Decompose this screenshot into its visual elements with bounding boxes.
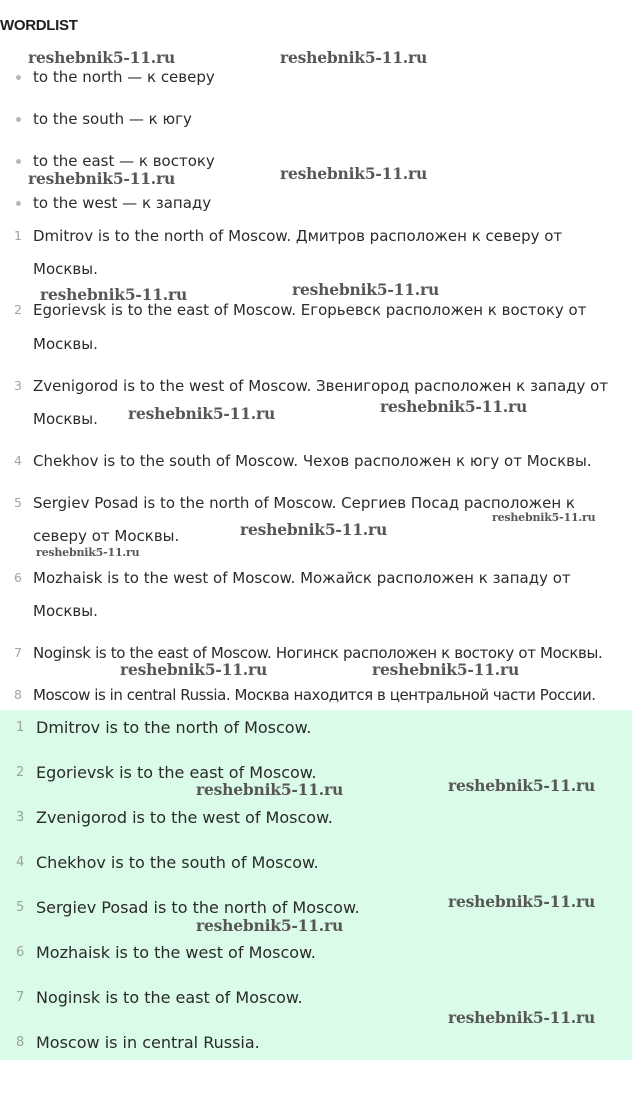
watermark: reshebnik5-11.ru: [292, 280, 440, 299]
answer-number: 2: [16, 765, 25, 780]
watermark: reshebnik5-11.ru: [36, 546, 140, 559]
bullet-icon: [16, 159, 21, 164]
answer-number: 4: [16, 855, 25, 870]
watermark: reshebnik5-11.ru: [120, 660, 268, 679]
wordlist-item-text: to the north — к северу: [33, 68, 215, 86]
answer-text: Moscow is in central Russia.: [36, 1033, 260, 1052]
watermark: reshebnik5-11.ru: [40, 285, 188, 304]
wordlist-item-text: to the south — к югу: [33, 110, 192, 128]
answer-text: Noginsk is to the east of Moscow.: [36, 988, 303, 1007]
answer-text: Egorievsk is to the east of Moscow.: [36, 763, 317, 782]
watermark: reshebnik5-11.ru: [280, 48, 428, 67]
answer-number: 8: [16, 1035, 25, 1050]
item-number: 4: [14, 453, 22, 468]
wordlist-item-text: to the west — к западу: [33, 194, 212, 212]
answer-number: 5: [16, 900, 25, 915]
watermark: reshebnik5-11.ru: [128, 404, 276, 423]
item-number: 3: [14, 378, 22, 393]
answer-text: Sergiev Posad is to the north of Moscow.: [36, 898, 360, 917]
watermark: reshebnik5-11.ru: [372, 660, 520, 679]
item-text-line1: Zvenigorod is to the west of Moscow. Звенигород расположен к западу от: [33, 377, 609, 395]
item-text-line2: Москвы.: [33, 602, 98, 620]
answer-text: Zvenigorod is to the west of Moscow.: [36, 808, 333, 827]
wordlist-item: [0, 67, 632, 87]
watermark: reshebnik5-11.ru: [280, 164, 428, 183]
item-number: 6: [14, 570, 22, 585]
wordlist-item-text: to the east — к востоку: [33, 152, 215, 170]
item-text-line1: Chekhov is to the south of Moscow. Чехов расположен к югу от Москвы.: [33, 452, 592, 470]
answer-number: 7: [16, 990, 25, 1005]
item-text-line1: Mozhaisk is to the west of Moscow. Можайск расположен к западу от: [33, 569, 571, 587]
item-number: 7: [14, 645, 22, 660]
item-text-line2: Москвы.: [33, 260, 98, 278]
item-text-line1: Egorievsk is to the east of Moscow. Егорьевск расположен к востоку от: [33, 301, 587, 319]
watermark: reshebnik5-11.ru: [196, 780, 344, 799]
watermark: reshebnik5-11.ru: [448, 776, 596, 795]
answer-text: Mozhaisk is to the west of Moscow.: [36, 943, 316, 962]
wordlist-item: [0, 193, 632, 213]
answer-number: 1: [16, 720, 25, 735]
item-text-line1: Moscow is in central Russia. Москва находится в центральной части России.: [33, 686, 596, 704]
item-text-line1: Dmitrov is to the north of Moscow. Дмитров расположен к северу от: [33, 227, 563, 245]
item-text-line1: Sergiev Posad is to the north of Moscow. Сергиев Посад расположен к: [33, 494, 575, 512]
watermark: reshebnik5-11.ru: [448, 1008, 596, 1027]
bullet-icon: [16, 75, 21, 80]
watermark: reshebnik5-11.ru: [492, 511, 596, 524]
item-text-line2: Москвы.: [33, 410, 98, 428]
watermark: reshebnik5-11.ru: [380, 397, 528, 416]
item-number: 1: [14, 228, 22, 243]
bullet-icon: [16, 201, 21, 206]
item-number: 5: [14, 495, 22, 510]
watermark: reshebnik5-11.ru: [448, 892, 596, 911]
item-number: 2: [14, 302, 22, 317]
item-text-line1: Noginsk is to the east of Moscow. Ногинск расположен к востоку от Москвы.: [33, 644, 603, 662]
answer-number: 3: [16, 810, 25, 825]
answer-text: Chekhov is to the south of Moscow.: [36, 853, 319, 872]
wordlist-title: WORDLIST: [0, 17, 78, 34]
watermark: reshebnik5-11.ru: [196, 916, 344, 935]
item-text-line2: Москвы.: [33, 335, 98, 353]
answer-number: 6: [16, 945, 25, 960]
watermark: reshebnik5-11.ru: [28, 48, 176, 67]
wordlist-item: [0, 109, 632, 129]
bullet-icon: [16, 117, 21, 122]
item-text-line2: северу от Москвы.: [33, 527, 180, 545]
watermark: reshebnik5-11.ru: [28, 169, 176, 188]
item-number: 8: [14, 687, 22, 702]
watermark: reshebnik5-11.ru: [240, 520, 388, 539]
answer-text: Dmitrov is to the north of Moscow.: [36, 718, 312, 737]
